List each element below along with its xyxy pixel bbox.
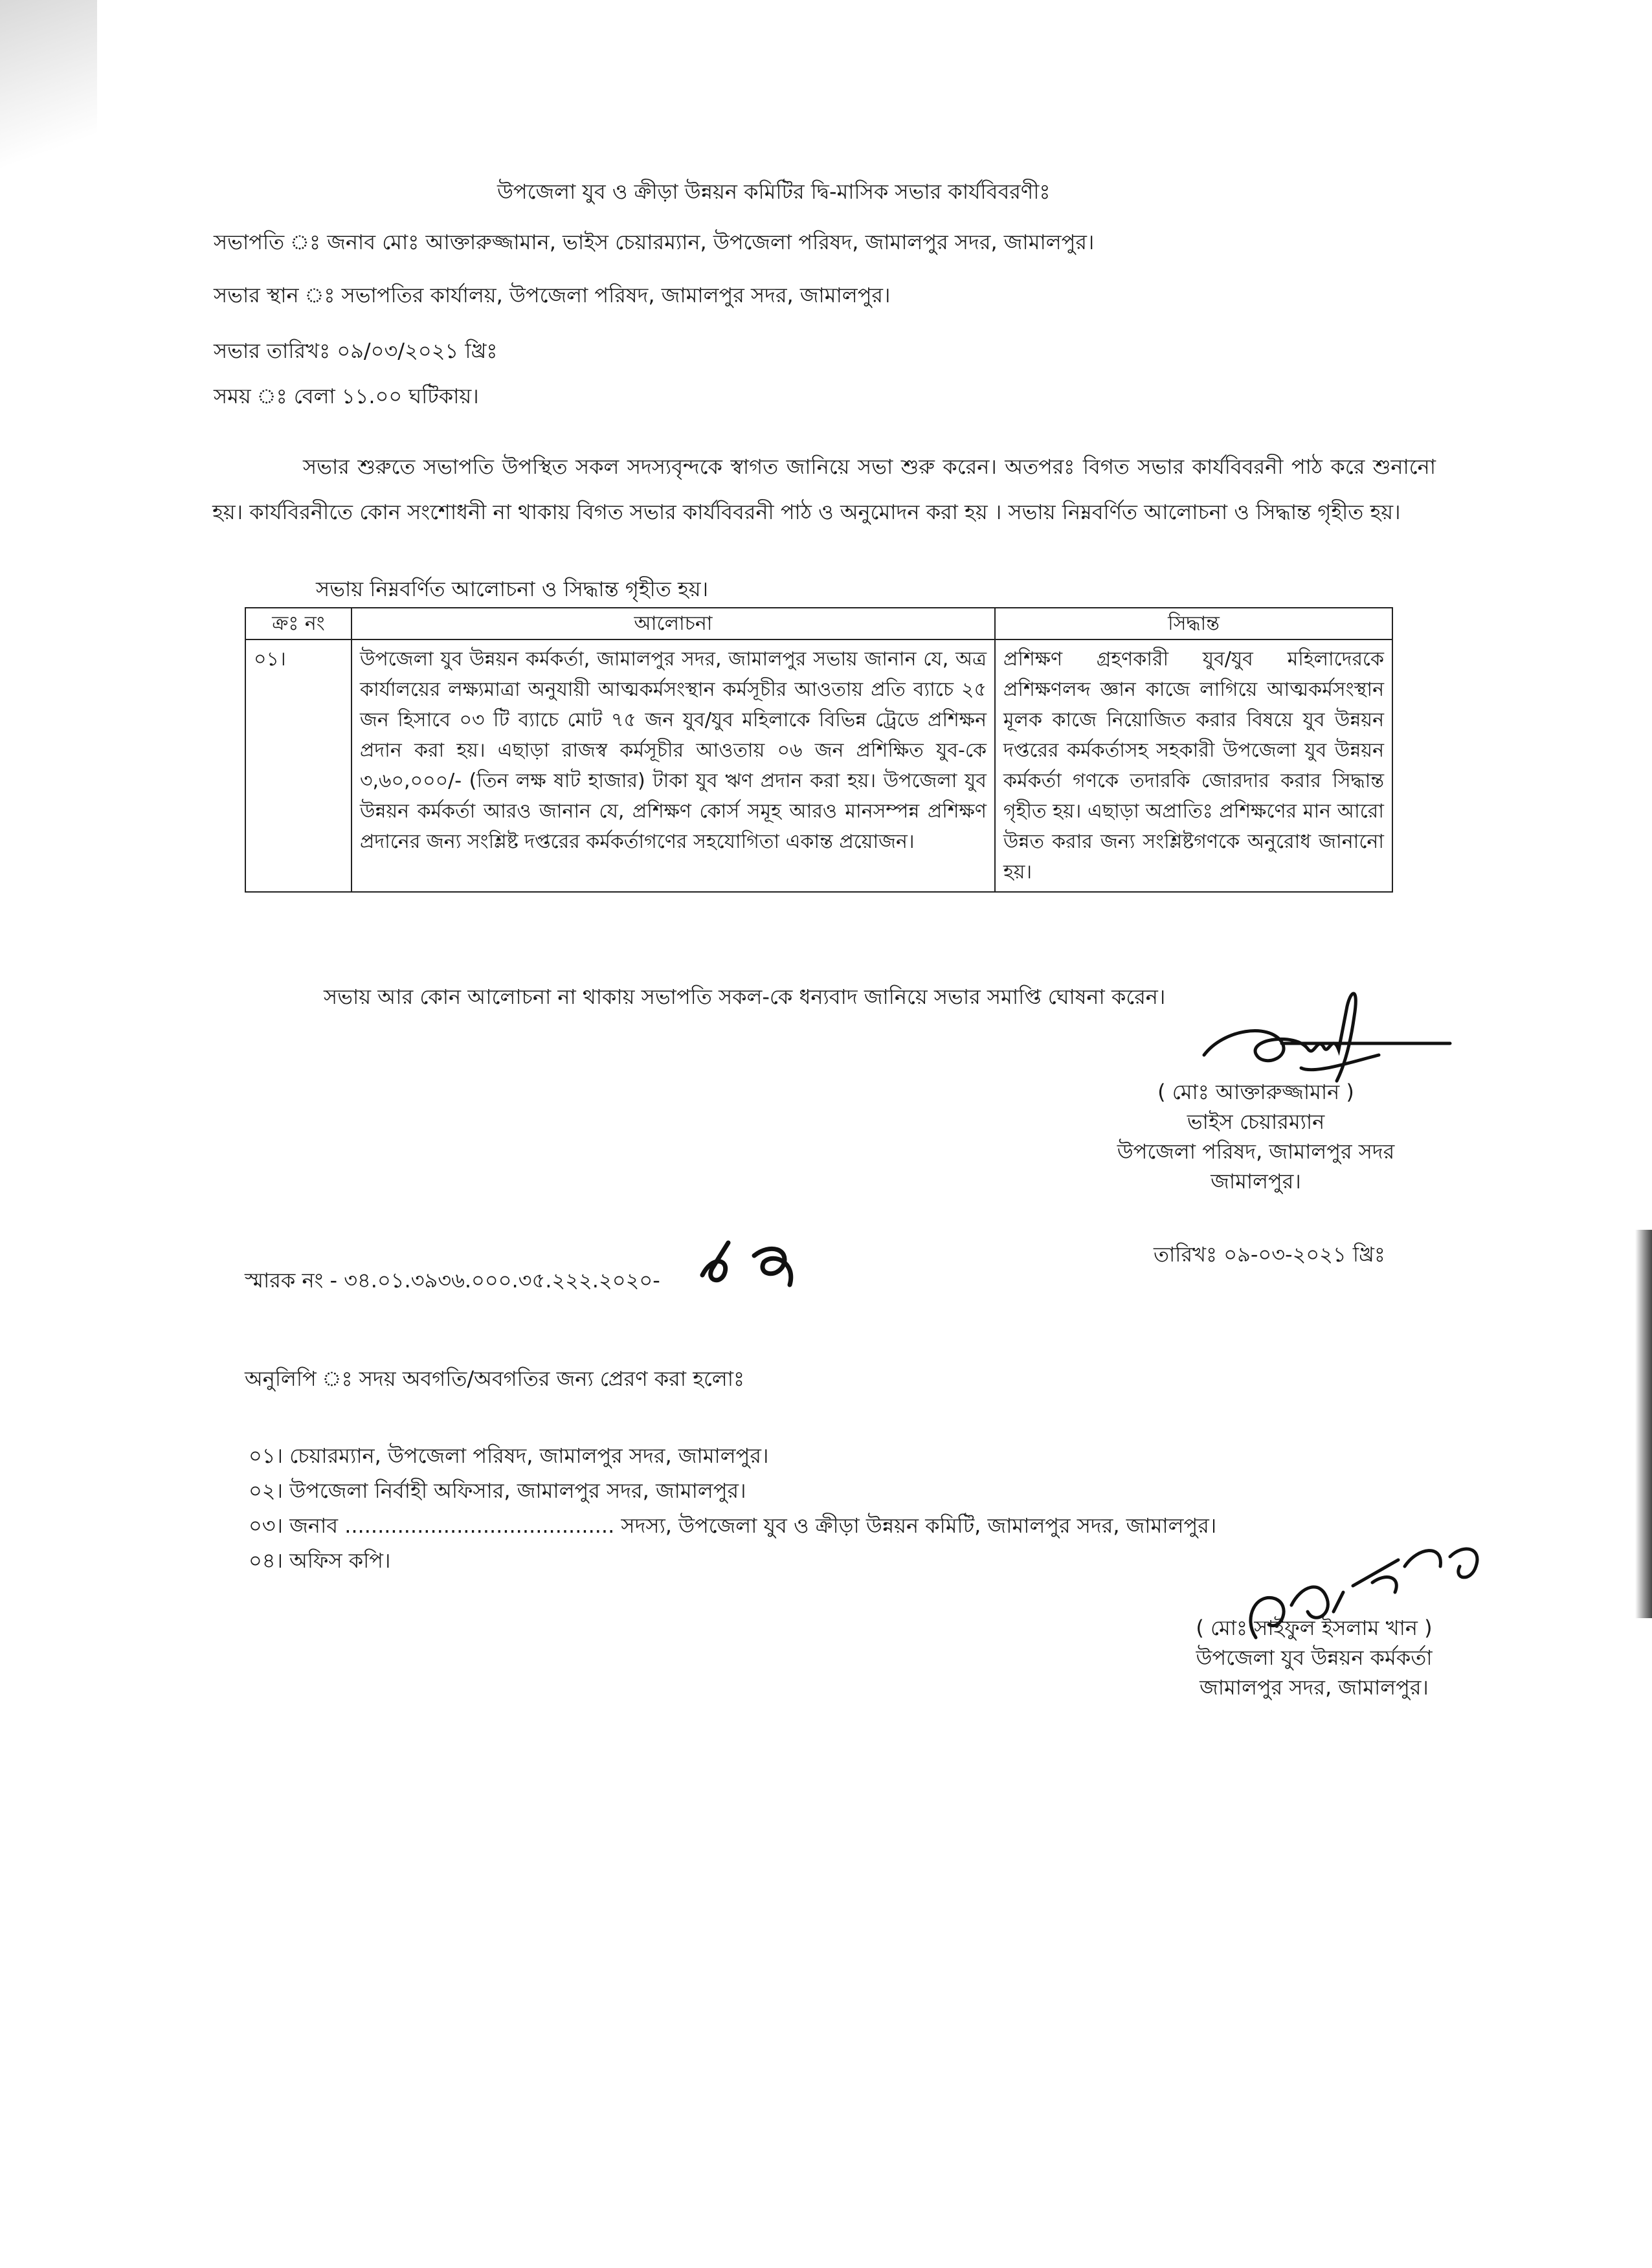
memo-handwritten-number [693, 1230, 809, 1301]
header-serial: ক্রঃ নং [245, 608, 352, 639]
chair-district: জামালপুর। [1211, 1169, 1301, 1194]
row-decision: প্রশিক্ষণ গ্রহণকারী যুব/যুব মহিলাদেরকে প্রশিক্ষণলব্দ জ্ঞান কাজে লাগিয়ে আত্মকর্মসংস্থান মূলক কাজে নিয়োজিত করার বিষয়ে যুব উন্নয়ন দপ্তরের কর্মকর্তাসহ সহকারী উপজেলা যুব উন্নয়ন কর্মকর্তা গণকে তদারকি জোরদার করার সিদ্ধান্ত গৃহীত হয়। এছাড়া অপ্রাতিঃ প্রশিক্ষণের মান আরো উন্নত করার জন্য সংশ্লিষ্টগণকে অনুরোধ জানানো হয়। [995, 639, 1392, 892]
closing-statement: সভায় আর কোন আলোচনা না থাকায় সভাপতি সকল-কে ধন্যবাদ জানিয়ে সভার সমাপ্তি ঘোষনা করেন। [324, 984, 1166, 1009]
table-row [245, 639, 1392, 892]
table-header-row [245, 608, 1392, 639]
cc-item-4: ০৪। অফিস কপি। [249, 1548, 391, 1573]
chair-name: ( মোঃ আক্তারুজ্জামান ) [1157, 1080, 1354, 1104]
row-serial: ০১। [245, 639, 352, 892]
discussion-table [245, 607, 1393, 893]
intro-paragraph: সভার শুরুতে সভাপতি উপস্থিত সকল সদস্যবৃন্দকে স্বাগত জানিয়ে সভা শুরু করেন। অতপরঃ বিগত সভার কার্যবিবরনী পাঠ করে শুনানো হয়। কার্যবিরনীতে কোন সংশোধনী না থাকায় বিগত সভার কার্যবিবরনী পাঠ ও অনুমোদন করা হয় । সভায় নিম্নবর্ণিত আলোচনা ও সিদ্ধান্ত গৃহীত হয়। [212, 454, 1436, 524]
header-discussion: আলোচনা [352, 608, 995, 639]
chair-designation: ভাইস চেয়ারম্যান [1187, 1109, 1325, 1134]
row-discussion: উপজেলা যুব উন্নয়ন কর্মকর্তা, জামালপুর সদর, জামালপুর সভায় জানান যে, অত্র কার্যালয়ের লক্ষ্যমাত্রা অনুযায়ী আত্মকর্মসংস্থান কর্মসূচীর আওতায় প্রতি ব্যাচে ২৫ জন হিসাবে ০৩ টি ব্যাচে মোট ৭৫ জন যুব/যুব মহিলাকে বিভিন্ন ট্রেডে প্রশিক্ষন প্রদান করা হয়। এছাড়া রাজস্ব কর্মসূচীর আওতায় ০৬ জন প্রশিক্ষিত যুব-কে ৩,৬০,০০০/- (তিন লক্ষ ষাট হাজার) টাকা যুব ঋণ প্রদান করা হয়। উপজেলা যুব উন্নয়ন কর্মকর্তা আরও জানান যে, প্রশিক্ষণ কোর্স সমূহ আরও মানসম্পন্ন প্রশিক্ষণ প্রদানের জন্য সংশ্লিষ্ট দপ্তরের কর্মকর্তাগণের সহযোগিতা একান্ত প্রয়োজন। [352, 639, 995, 892]
scan-shadow-top-left [0, 0, 97, 207]
cc-item-1: ০১। চেয়ারম্যান, উপজেলা পরিষদ, জামালপুর সদর, জামালপুর। [249, 1443, 769, 1468]
meeting-chair: সভাপতি ঃ জনাব মোঃ আক্তারুজ্জামান, ভাইস চেয়ারম্যান, উপজেলা পরিষদ, জামালপুর সদর, জামালপুর। [214, 230, 1095, 254]
officer-office: জামালপুর সদর, জামালপুর। [1200, 1675, 1429, 1700]
scan-shadow-right-edge [1635, 1230, 1652, 1618]
memo-number: স্মারক নং - ৩৪.০১.৩৯৩৬.০০০.৩৫.২২২.২০২০- [245, 1268, 660, 1293]
meeting-time: সময় ঃ বেলা ১১.০০ ঘটিকায়। [214, 384, 479, 408]
meeting-venue: সভার স্থান ঃ সভাপতির কার্যালয়, উপজেলা পরিষদ, জামালপুর সদর, জামালপুর। [214, 283, 891, 307]
cc-item-2: ০২। উপজেলা নির্বাহী অফিসার, জামালপুর সদর, জামালপুর। [249, 1478, 746, 1503]
officer-signature-block [1159, 1613, 1469, 1702]
officer-name: ( মোঃ সাইফুল ইসলাম খান ) [1196, 1616, 1433, 1640]
header-decision: সিদ্ধান্ত [995, 608, 1392, 639]
cc-item-3: ০৩। জনাব ......................................... সদস্য, উপজেলা যুব ও ক্রীড়া উন্নয়ন কমিটি, জামালপুর সদর, জামালপুর। [249, 1513, 1217, 1538]
chair-office: উপজেলা পরিষদ, জামালপুর সদর [1117, 1139, 1395, 1164]
document-title: উপজেলা যুব ও ক্রীড়া উন্নয়ন কমিটির দ্বি-মাসিক সভার কার্যবিবরণীঃ [497, 179, 1051, 204]
chair-signature-block [1075, 1077, 1437, 1196]
meeting-date: সভার তারিখঃ ০৯/০৩/২০২১ খ্রিঃ [214, 339, 498, 363]
intro-line-2: সভায় নিম্নবর্ণিত আলোচনা ও সিদ্ধান্ত গৃহীত হয়। [316, 577, 709, 601]
memo-date: তারিখঃ ০৯-০৩-২০২১ খ্রিঃ [1154, 1242, 1385, 1267]
cc-heading: অনুলিপি ঃ সদয় অবগতি/অবগতির জন্য প্রেরণ করা হলোঃ [245, 1366, 745, 1391]
officer-designation: উপজেলা যুব উন্নয়ন কর্মকর্তা [1196, 1645, 1433, 1670]
cc-list [249, 1438, 1216, 1578]
